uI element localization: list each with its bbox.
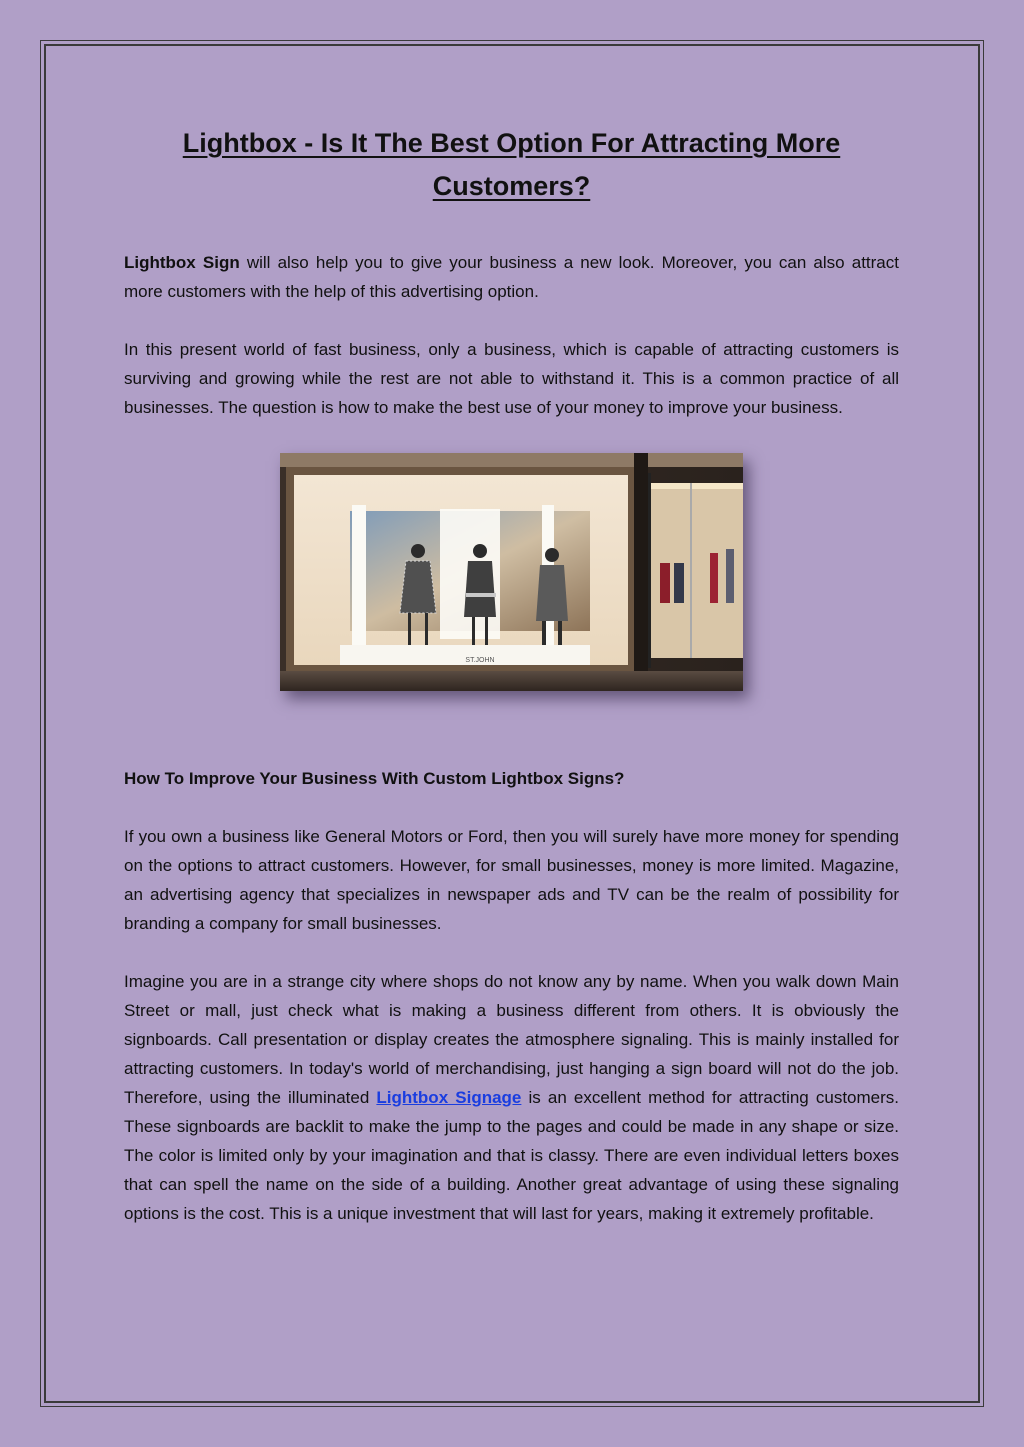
paragraph-2: In this present world of fast business, only a business, which is capable of attracting customers is surviving and growing while the rest are not able to withstand it. This is a common practice of all businesses. The question is how to make the best use of your money to improve your business.	[124, 340, 899, 417]
intro-bold-lead: Lightbox Sign	[124, 253, 240, 272]
document-title: Lightbox - Is It The Best Option For Attracting More Customers?	[182, 128, 841, 201]
section-heading: How To Improve Your Business With Custom Lightbox Signs?	[124, 769, 625, 788]
paragraph-4-text-before: Imagine you are in a strange city where shops do not know any by name. When you walk down Main Street or mall, just check what is making a business different from others. It is obviously the signboards. Call presentation or display creates the atmosphere signaling. This is mainly installed for attracting customers. In today's world of merchandising, just hanging a sign board will not do the job. Therefore, using the illuminated	[124, 972, 899, 1107]
paragraph-3: If you own a business like General Motors or Ford, then you will surely have more money for spending on the options to attract customers. However, for small businesses, money is more limited. Magazine, an advertising agency that specializes in newspaper ads and TV can be the realm of possibility for branding a company for small businesses.	[124, 827, 899, 933]
storefront-sign: ST.JOHN	[465, 657, 495, 664]
lightbox-signage-link[interactable]: Lightbox Signage	[376, 1088, 522, 1107]
intro-text: will also help you to give your business a new look. Moreover, you can also attract more customers with the help of this advertising option.	[124, 253, 899, 301]
intro-paragraph	[124, 248, 899, 306]
document-body	[124, 122, 899, 1228]
paragraph-4-text-after: is an excellent method for attracting customers. These signboards are backlit to make the jump to the pages and could be made in any shape or size. The color is limited only by your imagination and that is classy. There are even individual letters boxes that can spell the name on the side of a building. Another great advantage of using these signaling options is the cost. This is a unique investment that will last for years, making it extremely profitable.	[124, 1088, 900, 1223]
storefront-photo	[280, 453, 743, 691]
paragraph-4	[124, 967, 899, 1228]
